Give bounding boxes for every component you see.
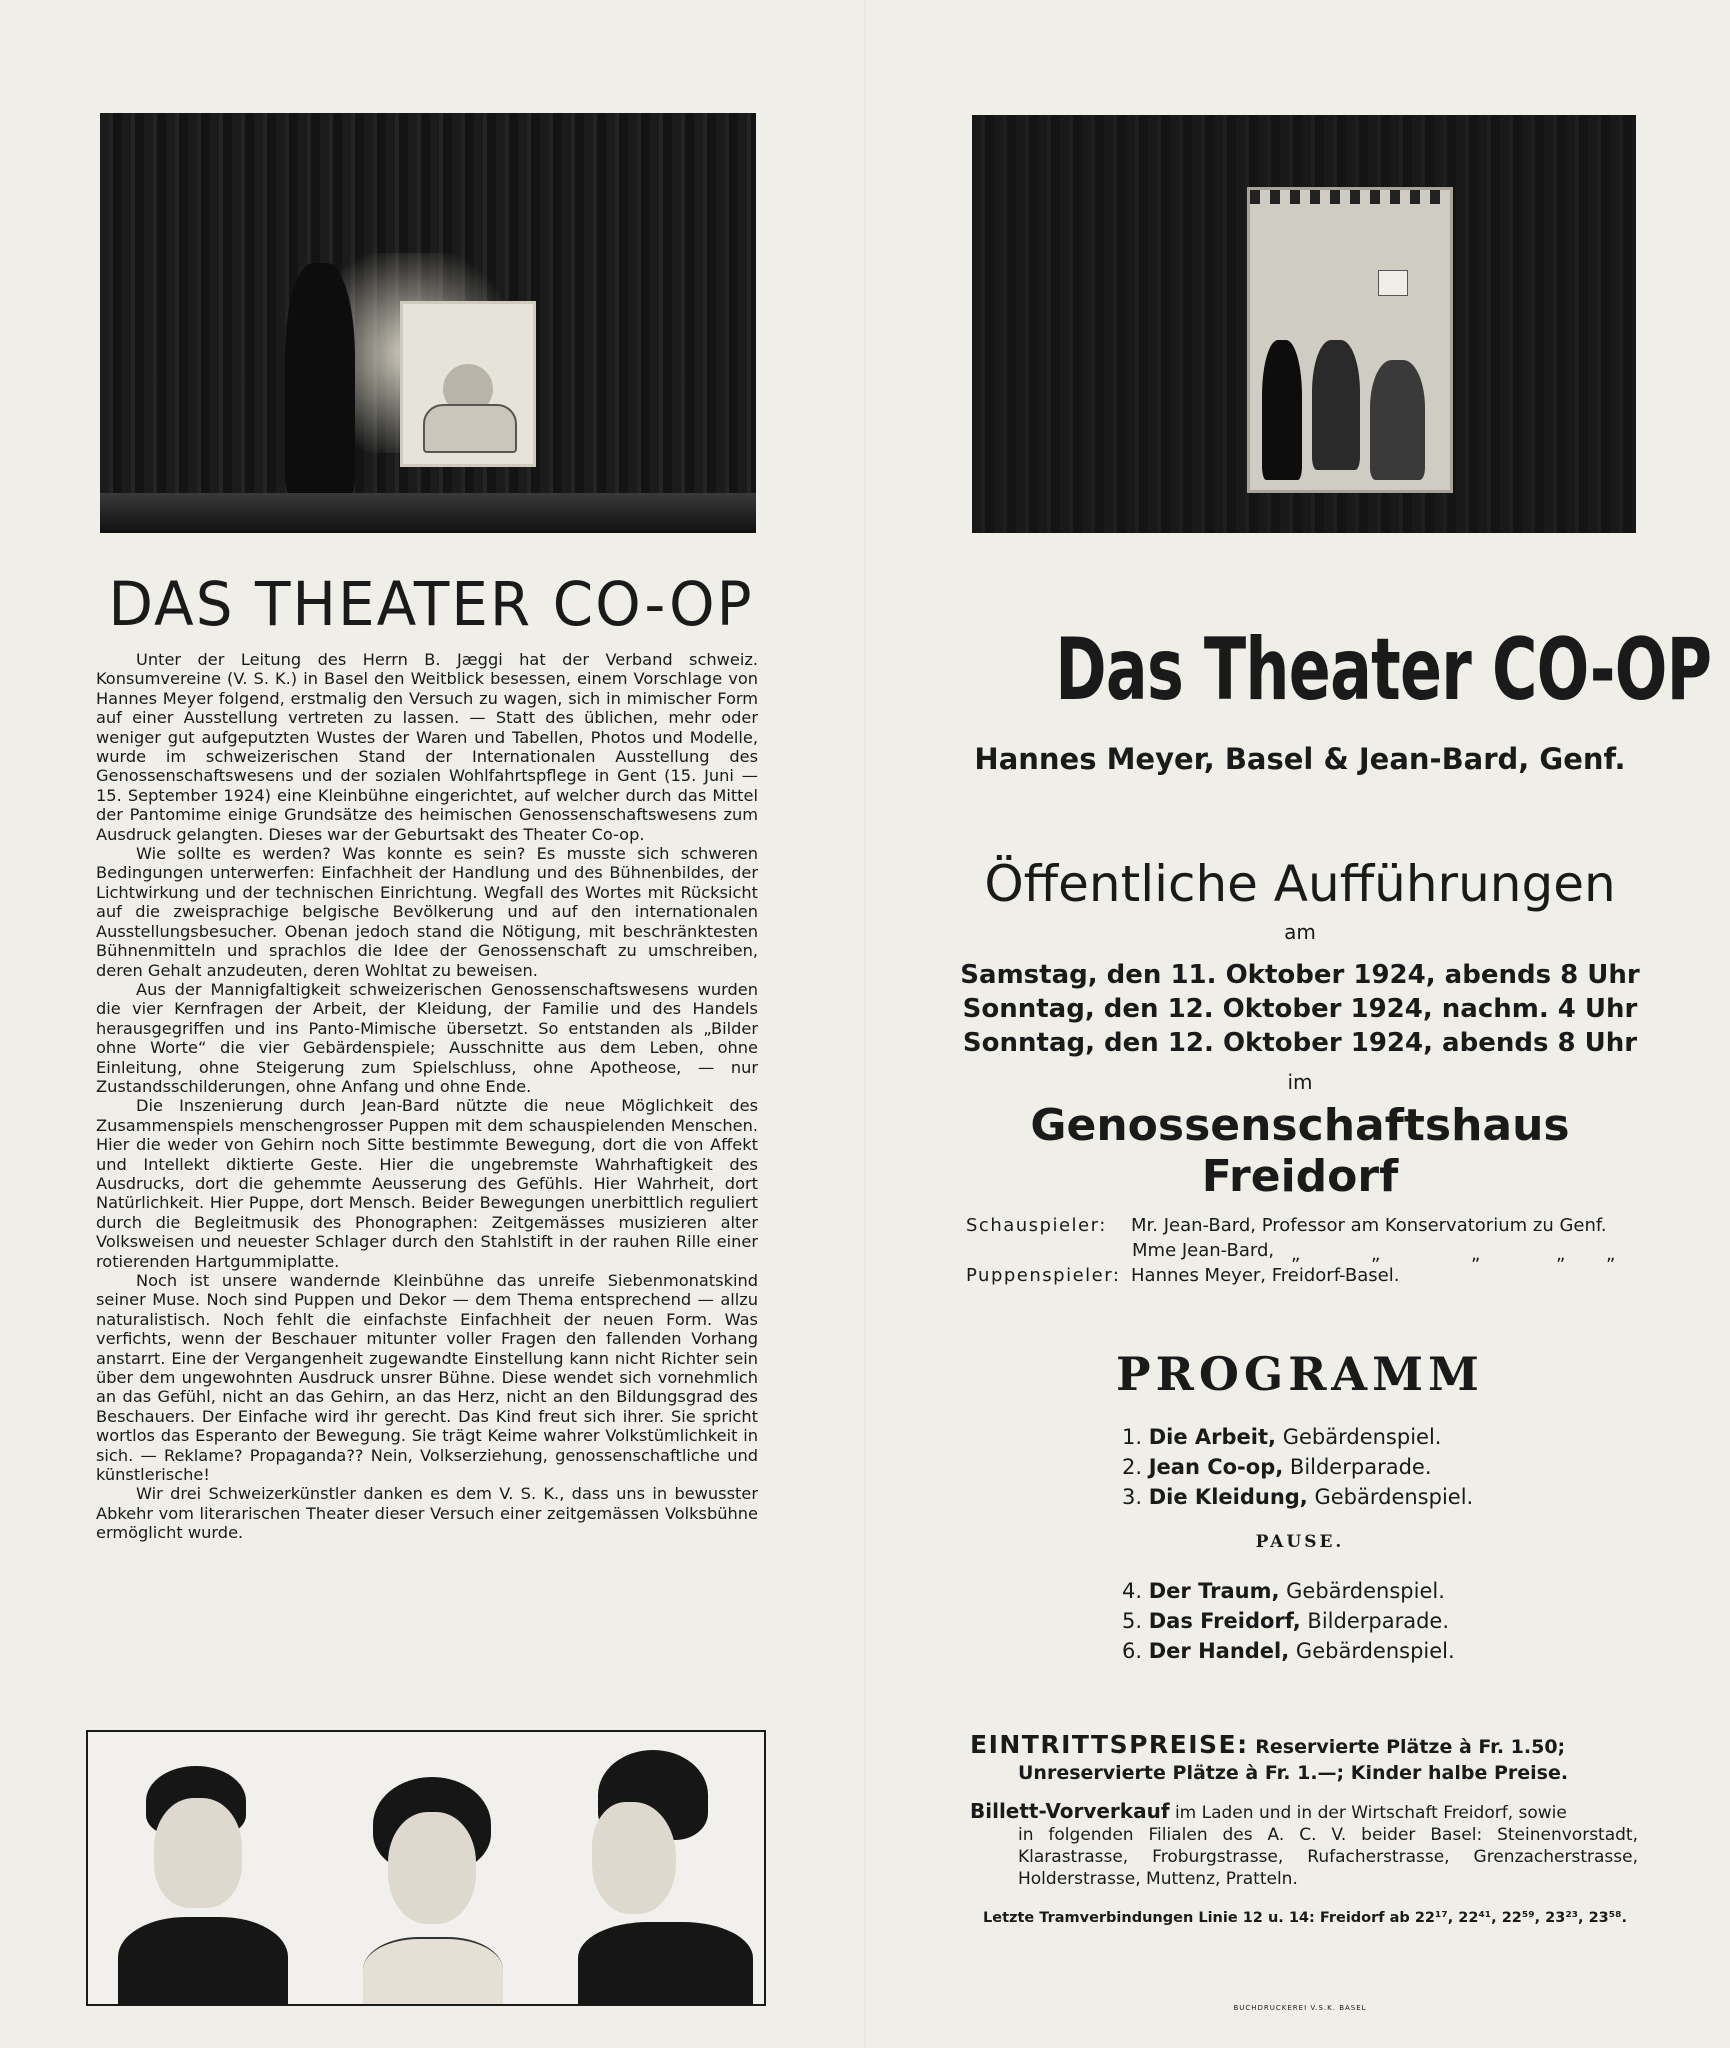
program-item: 4. Der Traum, Gebärdenspiel. <box>1122 1579 1445 1603</box>
cast-row <box>966 1263 1656 1288</box>
program-item: 2. Jean Co-op, Bilderparade. <box>1122 1455 1432 1479</box>
program-list-part1 <box>1122 1422 1542 1512</box>
essay-paragraph: Wir drei Schweizerkünstler danken es dem V. S. K., dass uns in bewusster Abkehr vom literarischen Theater dieser Versuch einer zeitgemässen Volksbühne ermöglicht wurde. <box>96 1484 758 1543</box>
program-list-part2 <box>1122 1576 1542 1666</box>
program-title: PROGRAMM <box>1116 1347 1484 1401</box>
stage-floor <box>100 493 756 533</box>
essay-paragraph: Unter der Leitung des Herrn B. Jæggi hat der Verband schweiz. Konsumvereine (V. S. K.) in Basel den Weitblick besessen, einem Vorschlage von Hannes Meyer folgend, erstmalig den Versuch zu wagen, sich in mimischer Form auf einer Ausstellung vertreten zu lassen. — Statt des üblichen, mehr oder weniger gut aufgeputzten Wustes der Waren und Tabellen, Photos und Modelle, wurde im schweizerischen Stand der Internationalen Ausstellung des Genossenschaftswesens und der sozialen Wohlfahrtspflege in Gent (15. Juni — 15. September 1924) eine Kleinbühne eingerichtet, auf welcher durch das Mittel der Pantomime einige Grundsätze des heimischen Genossenschaftswesens zum Ausdruck gelangten. Dieses war der Geburtsakt des Theater Co-op. <box>96 650 758 844</box>
presale-info <box>970 1800 1638 1890</box>
prices-label: EINTRITTSPREISE: <box>970 1730 1249 1759</box>
puppeteer-name: Hannes Meyer, Freidorf-Basel. <box>1131 1265 1400 1286</box>
presale-label: Billett-Vorverkauf <box>970 1799 1170 1823</box>
stage-photo-left <box>100 113 756 533</box>
ditto-mark: „ <box>1291 1244 1301 1265</box>
performances-heading: Öffentliche Aufführungen <box>984 855 1616 913</box>
program-item: 5. Das Freidorf, Bilderparade. <box>1122 1609 1450 1633</box>
cast-row <box>966 1213 1656 1238</box>
poster-title: Das Theater CO-OP <box>1055 620 1712 720</box>
presale-text: in folgenden Filialen des A. C. V. beider Basel: Steinenvorstadt, Klarastrasse, Froburgstrasse, Rufacherstrasse, Grenzacherstrasse, Holderstrasse, Muttenz, Pratteln. <box>1018 1825 1638 1889</box>
performance-date: Sonntag, den 12. Oktober 1924, abends 8 Uhr <box>962 1028 1638 1058</box>
portrait-center <box>328 1732 528 2004</box>
essay-paragraph: Die Inszenierung durch Jean-Bard nützte die neue Möglichkeit des Zusammenspiels menschengrosser Puppen mit dem schauspielenden Menschen. Hier die weder von Gehirn noch Sitte bestimmte Bewegung, dort die von Affekt und Intellekt diktierte Geste. Hier die ungebremste Wahrhaftigkeit des Ausdrucks, dort die gehemmte Aeusserung des Gefühls. Hier Wahrheit, dort Natürlichkeit. Hier Puppe, dort Mensch. Beider Bewegungen unerbittlich reguliert durch die Begleitmusik des Phonographen: Zeitgemässes musizieren alter Volksweisen und neuester Schlager durch den Stahlstift in der rauhen Rille einer rotierenden Hartgummiplatte. <box>96 1096 758 1271</box>
ditto-mark: „ <box>1606 1244 1616 1265</box>
essay-text <box>96 650 758 1543</box>
performance-date: Sonntag, den 12. Oktober 1924, nachm. 4 Uhr <box>962 994 1638 1024</box>
portrait-left <box>98 1732 298 2004</box>
prices-line: Reservierte Plätze à Fr. 1.50; <box>1255 1736 1566 1758</box>
actor-name: Mr. Jean-Bard, Professor am Konservatorium zu Genf. <box>1131 1215 1607 1236</box>
tram-connections: Letzte Tramverbindungen Linie 12 u. 14: Freidorf ab 22¹⁷, 22⁴¹, 22⁵⁹, 23²³, 23⁵⁸. <box>983 1910 1627 1926</box>
prices-line: Unreservierte Plätze à Fr. 1.—; Kinder halbe Preise. <box>1018 1762 1569 1784</box>
venue: Genossenschaftshaus Freidorf <box>1030 1100 1570 1202</box>
program-item: 1. Die Arbeit, Gebärdenspiel. <box>1122 1425 1442 1449</box>
pause-label: PAUSE. <box>1255 1532 1345 1552</box>
printer-imprint: BUCHDRUCKEREI V.S.K. BASEL <box>1233 2004 1367 2012</box>
actor-figure <box>285 263 355 498</box>
ditto-mark: „ <box>1371 1244 1381 1265</box>
actor-name: Mme Jean-Bard, <box>1132 1240 1275 1261</box>
poster-subtitle: Hannes Meyer, Basel & Jean-Bard, Genf. <box>974 742 1626 776</box>
essay-paragraph: Aus der Mannigfaltigkeit schweizerischen Genossenschaftswesens wurden die vier Kernfragen der Arbeit, der Kleidung, der Familie und des Handels herausgegriffen und ins Panto-Mimische übersetzt. So entstanden als „Bilder ohne Worte“ die vier Gebärdenspiele; Ausschnitte aus dem Leben, ohne Einleitung, ohne Steigerung zum Spielschluss, ohne Apotheose, — nur Zustandsschilderungen, ohne Anfang und ohne Ende. <box>96 979 758 1096</box>
admission-prices <box>970 1732 1640 1786</box>
stage-photo-right <box>972 115 1636 533</box>
program-item: 6. Der Handel, Gebärdenspiel. <box>1122 1639 1455 1663</box>
left-title: DAS THEATER CO-OP <box>108 568 754 640</box>
puppeteer-label: Puppenspieler: <box>966 1265 1121 1286</box>
presale-text: im Laden und in der Wirtschaft Freidorf, sowie <box>1174 1803 1567 1823</box>
am-label: am <box>1284 920 1316 944</box>
im-label: im <box>1287 1070 1313 1094</box>
paper-fold <box>864 0 866 2048</box>
cast-list <box>966 1213 1656 1288</box>
performance-dates <box>960 958 1640 1060</box>
performance-date: Samstag, den 11. Oktober 1924, abends 8 Uhr <box>960 960 1640 990</box>
stage-set <box>1247 187 1453 493</box>
ditto-mark: „ <box>1556 1244 1566 1265</box>
cast-row <box>966 1238 1656 1263</box>
painted-panel <box>400 301 536 467</box>
artist-portraits <box>86 1730 766 2006</box>
actors-label: Schauspieler: <box>966 1215 1107 1236</box>
essay-paragraph: Noch ist unsere wandernde Kleinbühne das unreife Siebenmonatskind seiner Muse. Noch sind Puppen und Dekor — dem Thema entsprechend — allzu naturalistisch. Noch fehlt die einfachste Einfachheit der neuen Form. Was verfichts, wenn der Beschauer mitunter voller Fragen den fallenden Vorhang anstarrt. Eine der Vergangenheit zugewandte Einstellung kann nicht Richter sein über dem ungewohnten Ausdruck unsrer Bühne. Diese wendet sich vornehmlich an das Gefühl, nicht an das Gehirn, an das Herz, nicht an den Bildungsgrad des Beschauers. Der Einfache wird ihr gerecht. Das Kind freut sich ihrer. Sie spricht wortlos das Esperanto der Bewegung. Sie trägt Keime wahrer Volkstümlichkeit in sich. — Reklame? Propaganda?? Nein, Volkserziehung, genossenschaftliche und künstlerische! <box>96 1271 758 1485</box>
ditto-mark: „ <box>1471 1244 1481 1265</box>
essay-paragraph: Wie sollte es werden? Was konnte es sein? Es musste sich schweren Bedingungen unterwerfen: Einfachheit der Handlung und des Bühnenbildes, der Lichtwirkung und der technischen Einrichtung. Wegfall des Wortes mit Rücksicht auf die zweisprachige belgische Bevölkerung und auf den internationalen Ausstellungsbesucher. Obenan jedoch stand die Nötigung, mit beschränktesten Bühnenmitteln und sprachlos die Idee der Genossenschaft zu umschreiben, deren Gehalt anzudeuten, deren Wohltat zu beweisen. <box>96 844 758 980</box>
program-item: 3. Die Kleidung, Gebärdenspiel. <box>1122 1485 1474 1509</box>
portrait-right <box>558 1732 758 2004</box>
